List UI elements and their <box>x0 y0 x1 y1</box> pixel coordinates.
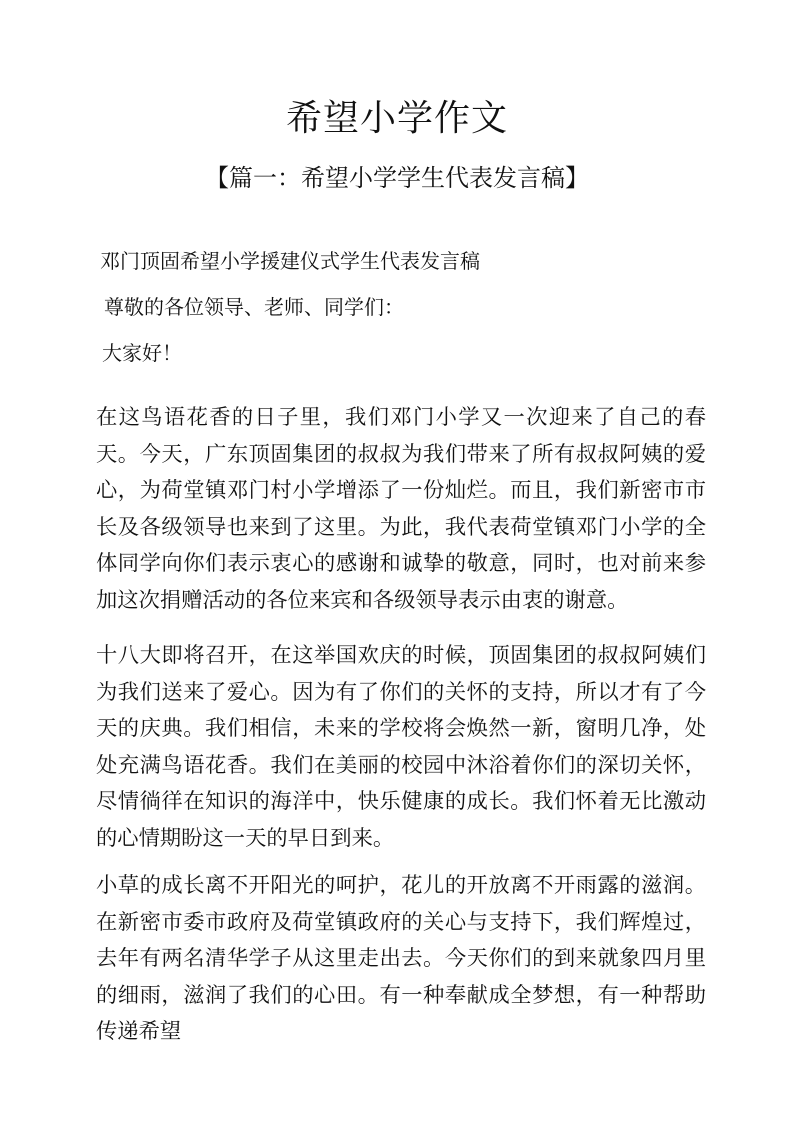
paragraph-2: 十八大即将召开，在这举国欢庆的时候，顶固集团的叔叔阿姨们为我们送来了爱心。因为有了你们的关怀的支持，所以才有了今天的庆典。我们相信，未来的学校将会焕然一新，窗明几净，处处充满鸟语花香。我们在美丽的校园中沐浴着你们的深切关怀，尽情徜徉在知识的海洋中，快乐健康的成长。我们怀着无比激动的心情期盼这一天的早日到来。 <box>96 643 706 851</box>
paragraph-3: 小草的成长离不开阳光的呵护，花儿的开放离不开雨露的滋润。在新密市委市政府及荷堂镇政府的关心与支持下，我们辉煌过，去年有两名清华学子从这里走出去。今天你们的到来就象四月里的细雨，滋润了我们的心田。有一种奉献成全梦想，有一种帮助传递希望 <box>96 873 706 1045</box>
salutation: 尊敬的各位领导、老师、同学们： <box>104 295 404 319</box>
paragraph-1: 在这鸟语花香的日子里，我们邓门小学又一次迎来了自己的春天。今天，广东顶固集团的叔叔为我们带来了所有叔叔阿姨的爱心，为荷堂镇邓门村小学增添了一份灿烂。而且，我们新密市市长及各级领导也来到了这里。为此，我代表荷堂镇邓门小学的全体同学向你们表示衷心的感谢和诚挚的敬意，同时，也对前来参加这次捐赠活动的各位来宾和各级领导表示由衷的谢意。 <box>96 405 706 613</box>
document-subtitle: 【篇一：希望小学学生代表发言稿】 <box>205 164 589 192</box>
document-title: 希望小学作文 <box>285 98 508 139</box>
greeting: 大家好！ <box>102 341 182 365</box>
speech-heading: 邓门顶固希望小学援建仪式学生代表发言稿 <box>100 249 480 273</box>
